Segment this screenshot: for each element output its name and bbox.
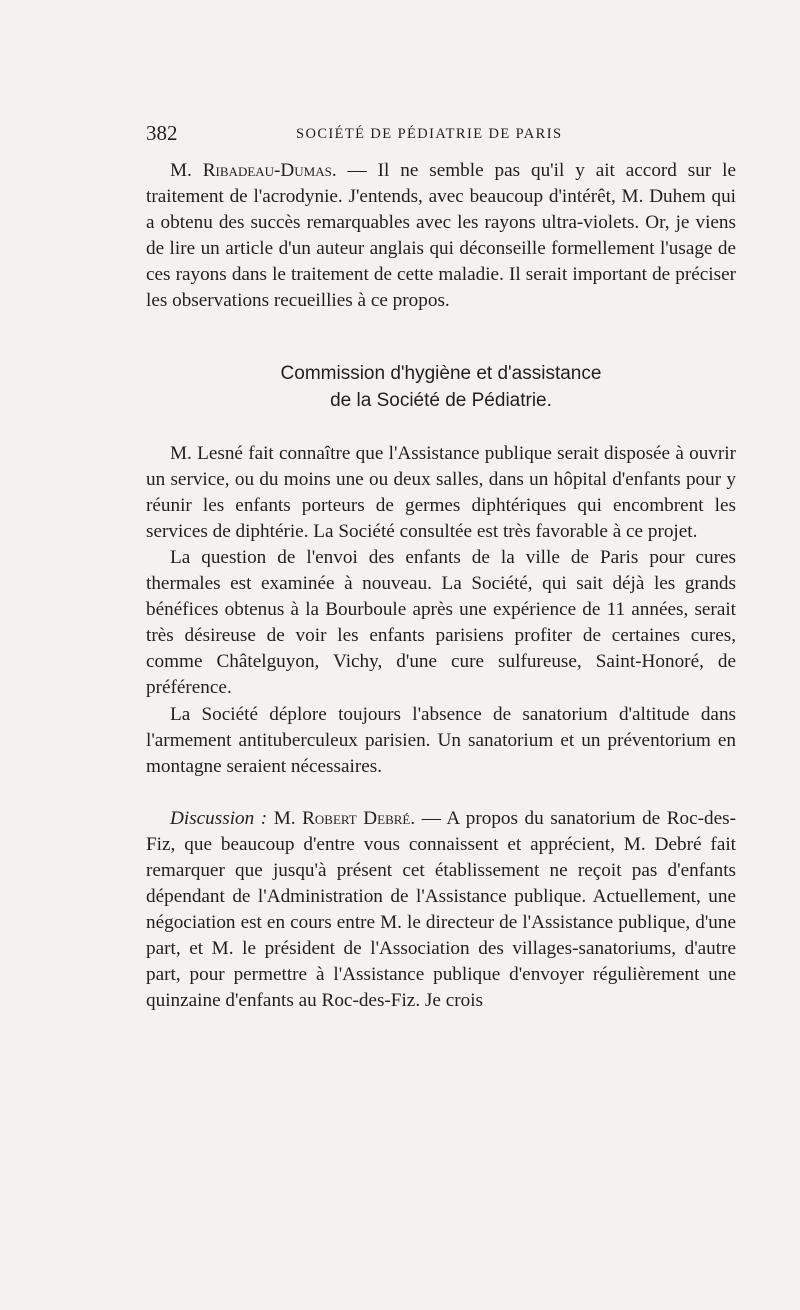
- discussion-label: Discussion :: [170, 807, 268, 829]
- paragraph-discussion: [146, 806, 736, 1015]
- paragraph-sanatorium: La Société déplore toujours l'absence de sanatorium d'altitude dans l'armement antituberculeux parisien. Un sanatorium et un préventorium en montagne seraient nécessaires.: [146, 703, 736, 777]
- paragraph-lesne: M. Lesné fait connaître que l'Assistance publique serait disposée à ouvrir un service, ou du moins une ou deux salles, dans un hôpital d'enfants pour y réunir les enfants porteurs de germes diphtériques qui encombrent les services de diphtérie. La Société consultée est très favorable à ce projet.: [146, 442, 736, 542]
- speaker-name: M. Robert Debré.: [267, 807, 416, 829]
- section-heading-line-2: de la Société de Pédiatrie.: [330, 389, 552, 411]
- paragraph-cures-thermales: La question de l'envoi des enfants de la ville de Paris pour cures thermales est examinée à nouveau. La Société, qui sait déjà les grands bénéfices obtenus à la Bourboule après une expérience de 11 années, serait très désireuse de voir les enfants parisiens profiter de certaines cures, comme Châtelguyon, Vichy, d'une cure sulfureuse, Saint-Honoré, de préférence.: [146, 546, 736, 699]
- page-header: [146, 121, 736, 147]
- page-number: 382: [146, 121, 178, 145]
- section-heading: [146, 360, 736, 414]
- paragraph-text: — A propos du sanatorium de Roc-des-Fiz, que beaucoup d'entre vous connaissent et apprécient, M. Debré fait remarquer que jusqu'à présent cet établissement ne reçoit pas d'enfants dépendant de l'Administration de l'Assistance publique. Actuellement, une négociation est en cours entre M. le directeur de l'Assistance publique, d'une part, et M. le président de l'Association des villages-sanatoriums, d'autre part, pour permettre à l'Assistance publique d'envoyer régulièrement une quinzaine d'enfants au Roc-des-Fiz. Je crois: [146, 807, 736, 1012]
- paragraph-ribadeau-dumas: [146, 158, 736, 315]
- page-body: [146, 158, 736, 1015]
- paragraph-text: — Il ne semble pas qu'il y ait accord sur le traitement de l'acrodynie. J'entends, avec beaucoup d'intérêt, M. Duhem qui a obtenu des succès remarquables avec les rayons ultra-violets. Or, je viens de lire un article d'un auteur anglais qui déconseille formellement l'usage de ces rayons dans le traitement de cette maladie. Il serait important de préciser les observations recueillies à ce propos.: [146, 160, 736, 312]
- speaker-name: M. Ribadeau-Dumas.: [170, 160, 337, 181]
- running-head: SOCIÉTÉ DE PÉDIATRIE DE PARIS: [296, 126, 563, 142]
- section-heading-line-1: Commission d'hygiène et d'assistance: [280, 362, 602, 384]
